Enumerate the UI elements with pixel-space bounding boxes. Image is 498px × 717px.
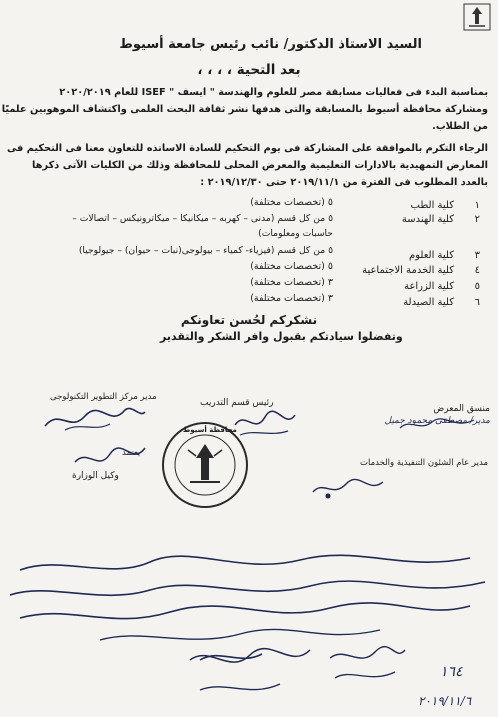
reference-number: ١٦٤ <box>440 664 463 680</box>
signature-bottom-right-icon <box>320 640 410 700</box>
faculty-need: ٣ (تخصصات مختلفة) <box>250 277 333 288</box>
faculty-need: ٥ من كل قسم (فيزياء- كمياء – بيولوجى(نبات – حيوان) – جيولوجيا) <box>78 245 333 256</box>
faculty-need: حاسبات ومعلومات) <box>258 228 333 239</box>
signatory-exec-affairs: مدير عام الشئون التنفيذية والخدمات <box>359 458 488 468</box>
seal-label: محافظة أسيوط <box>183 426 237 434</box>
faculty-need: ٥ (تخصصات مختلفة) <box>250 197 333 208</box>
faculty-number: ٣ <box>474 250 480 261</box>
reference-date: ٢٠١٩/١١/٦ <box>418 694 472 708</box>
faculty-number: ١ <box>474 200 480 211</box>
signature-bottom-icon <box>180 640 320 710</box>
signature-exec-affairs-icon <box>308 474 388 504</box>
intro-line-2: ومشاركة محافظة أسيوط بالمسابقة والتى هدفها نشر ثقافة البحث العلمى واكتشاف الموهوبين علميًا <box>1 104 488 115</box>
coordinator-name: مدير/ مصطفى محمود جميل <box>384 416 490 426</box>
faculty-need: ٥ من كل قسم (مدنى – كهربه – ميكانيكا – ميكاترونيكس – اتصالات – <box>72 213 333 224</box>
faculty-name: كلية العلوم <box>409 250 454 261</box>
faculty-need: ٥ (تخصصات مختلفة) <box>250 261 333 272</box>
intro-line-1: بمناسبة البدء فى فعاليات مسابقة مصر للعلوم والهندسة " ايسف " ISEF للعام ٢٠٢٠/٢٠١٩ <box>59 87 488 98</box>
signatory-training: رئيس قسم التدريب <box>200 398 274 408</box>
signature-coordinator-icon <box>398 414 478 434</box>
faculty-name: كلية الهندسة <box>401 214 454 225</box>
faculty-name: كلية الطب <box>410 200 454 211</box>
signature-deputy-icon <box>70 440 150 480</box>
greeting: بعد التحية ، ، ، ، <box>197 62 301 78</box>
thanks-line: نشكركم لحُسن تعاونكم <box>180 313 318 327</box>
request-line-2: المعارض التمهيدية بالادارات التعليمية والمعرض المحلى للمحافظة وذلك من الكليات الآتى ذكرها <box>32 160 488 171</box>
faculty-number: ٢ <box>474 214 480 225</box>
faculty-number: ٤ <box>474 265 480 276</box>
signatory-coordinator: منسق المعرض <box>433 404 490 414</box>
faculty-name: كلية الزراعة <box>404 281 454 292</box>
signatory-deputy-title: يعتمد <box>122 448 141 458</box>
addressee: السيد الاستاذ الدكتور/ نائب رئيس جامعة أسيوط <box>119 37 422 52</box>
closing-line: وتفضلوا سيادتكم بقبول وافر الشكر والتقدير <box>160 330 403 343</box>
faculty-name: كلية الخدمة الاجتماعية <box>362 265 454 276</box>
faculty-number: ٥ <box>474 281 480 292</box>
signatory-tech-center: مدير مركز التطوير التكنولوجى <box>50 392 157 402</box>
intro-line-3: من الطلاب. <box>432 121 488 132</box>
signatory-deputy: وكيل الوزارة <box>72 471 119 481</box>
faculty-name: كلية الصيدلة <box>403 297 454 308</box>
faculty-number: ٦ <box>474 297 480 308</box>
ministry-logo-icon <box>462 2 492 32</box>
request-line-3: بالعدد المطلوب فى الفترة من ٢٠١٩/١١/١ حتى ٢٠١٩/١٢/٣٠ : <box>200 177 488 188</box>
request-line-1: الرجاء التكرم بالموافقة على المشاركة فى يوم التحكيم للسادة الاساتذه للتعاون معنا فى التحكيم فى <box>6 143 488 154</box>
faculty-need: ٣ (تخصصات مختلفة) <box>250 293 333 304</box>
signature-tech-center-icon <box>40 398 150 438</box>
